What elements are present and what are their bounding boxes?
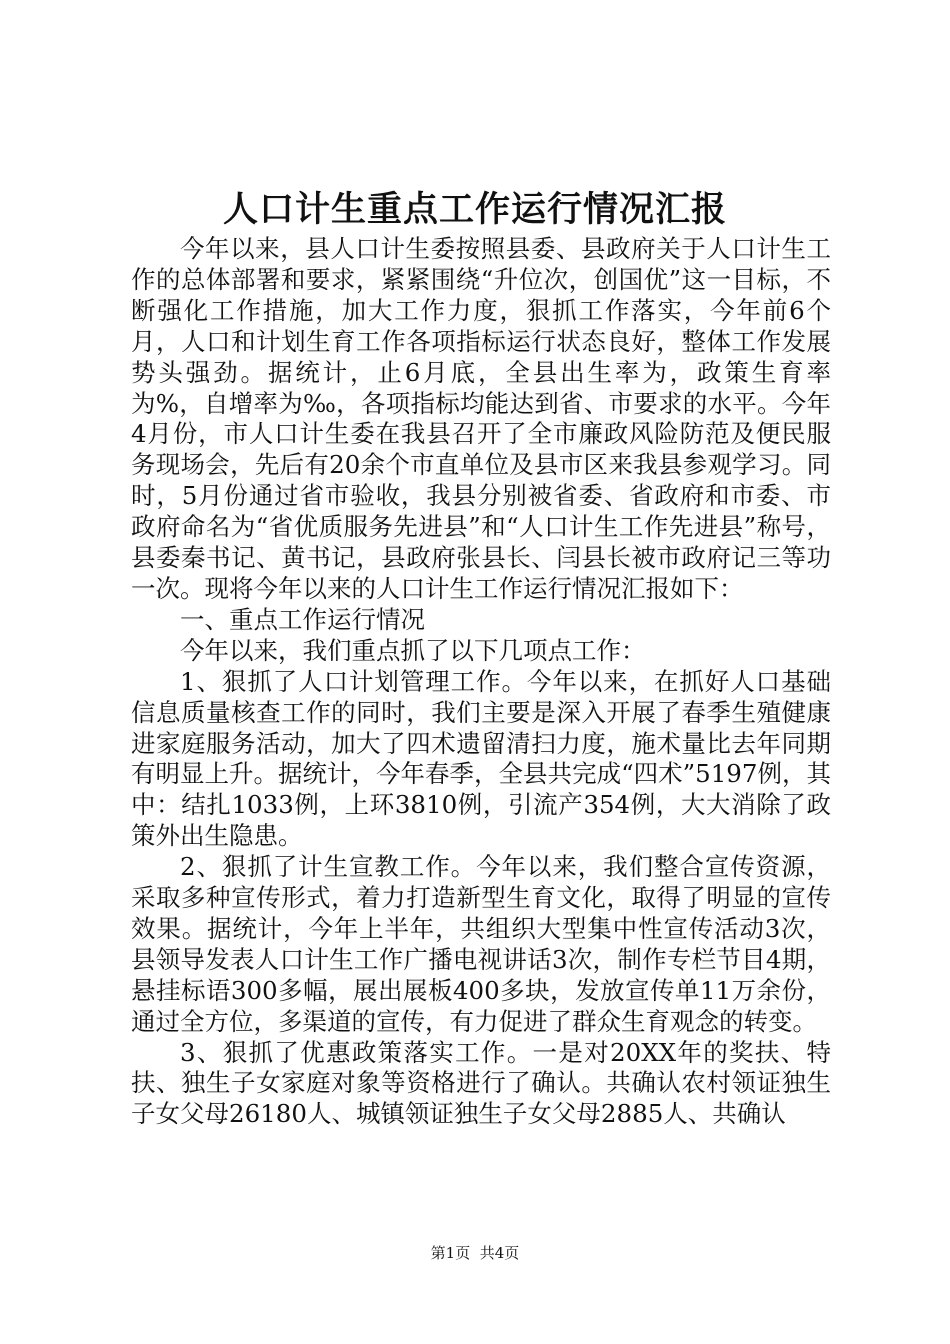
paragraph-item-3: 3、狠抓了优惠政策落实工作。一是对20XX年的奖扶、特扶、独生子女家庭对象等资格进行了确认。共确认农村领证独生子女父母26180人、城镇领证独生子女父母2885人、共确认 <box>131 1037 831 1129</box>
document-body <box>131 234 831 1130</box>
paragraph-overview: 今年以来，我们重点抓了以下几项点工作： <box>180 635 646 665</box>
section-heading: 一、重点工作运行情况 <box>180 604 425 634</box>
paragraph-item-2: 2、狠抓了计生宣教工作。今年以来，我们整合宣传资源，采取多种宣传形式，着力打造新型生育文化，取得了明显的宣传效果。据统计，今年上半年，共组织大型集中性宣传活动3次，县领导发表人口计生工作广播电视讲话3次，制作专栏节目4期，悬挂标语300多幅，展出展板400多块，发放宣传单11万余份，通过全方位，多渠道的宣传，有力促进了群众生育观念的转变。 <box>131 852 831 1036</box>
document-title: 人口计生重点工作运行情况汇报 <box>222 189 727 230</box>
footer-spacer <box>470 1244 480 1262</box>
page-footer <box>0 1243 950 1263</box>
page-number: 第1页 <box>430 1244 471 1262</box>
paragraph-item-1: 1、狠抓了人口计划管理工作。今年以来，在抓好人口基础信息质量核查工作的同时，我们主要是深入开展了春季生殖健康进家庭服务活动，加大了四术遗留清扫力度，施术量比去年同期有明显上升。据统计，今年春季，全县共完成“四术”5197例，其中：结扎1033例，上环3810例，引流产354例，大大消除了政策外出生隐患。 <box>131 666 831 851</box>
paragraph-intro: 今年以来，县人口计生委按照县委、县政府关于人口计生工作的总体部署和要求，紧紧围绕“升位次，创国优”这一目标，不断强化工作措施，加大工作力度，狠抓工作落实，今年前6个月，人口和计划生育工作各项指标运行状态良好，整体工作发展势头强劲。据统计，止6月底，全县出生率为，政策生育率为%，自增率为‰，各项指标均能达到省、市要求的水平。今年4月份，市人口计生委在我县召开了全市廉政风险防范及便民服务现场会，先后有20余个市直单位及县市区来我县参观学习。同时，5月份通过省市验收，我县分别被省委、省政府和市委、市政府命名为“省优质服务先进县”和“人口计生工作先进县”称号，县委秦书记、黄书记，县政府张县长、闫县长被市政府记三等功一次。现将今年以来的人口计生工作运行情况汇报如下： <box>131 234 831 603</box>
page-total: 共4页 <box>479 1244 520 1262</box>
